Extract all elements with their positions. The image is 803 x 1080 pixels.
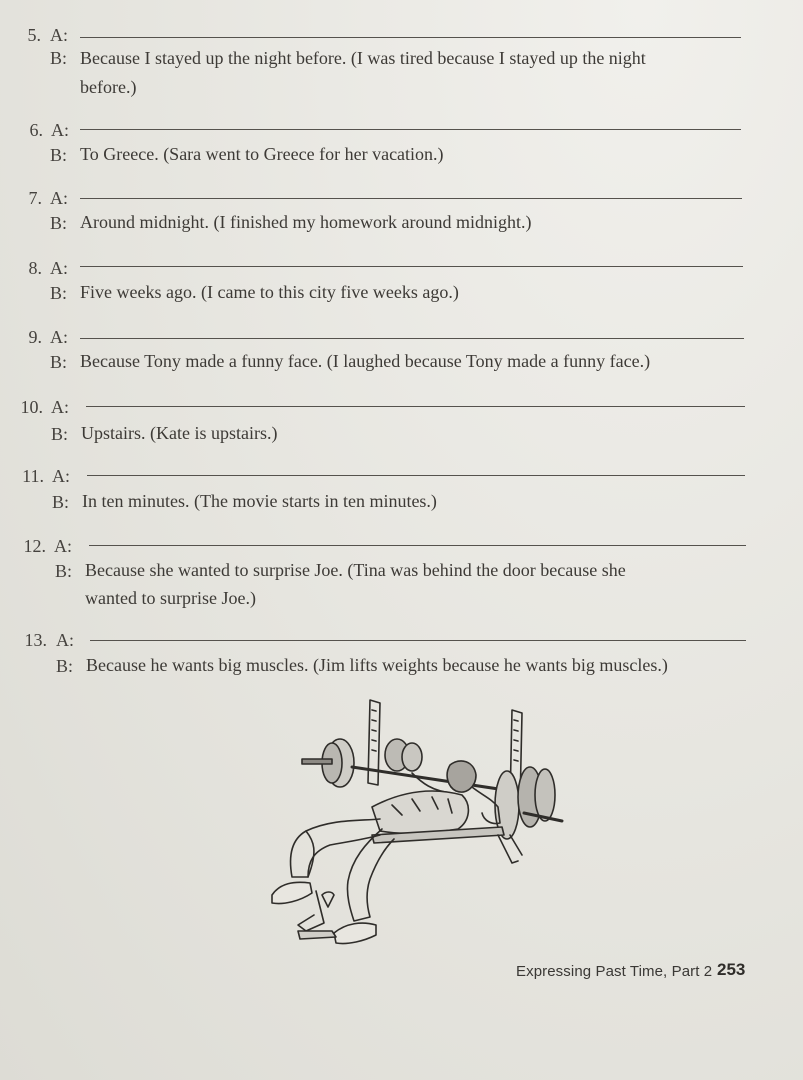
answer-blank-line[interactable]	[89, 545, 746, 546]
answer-b-text-continued: before.)	[80, 77, 137, 97]
answer-b-text: Because Tony made a funny face. (I laughed because Tony made a funny face.)	[80, 351, 651, 371]
answer-b-text: Because he wants big muscles. (Jim lifts weights because he wants big muscles.)	[86, 655, 668, 675]
answer-blank-line[interactable]	[80, 37, 741, 38]
answer-b-text: Because she wanted to surprise Joe. (Tina was behind the door because she	[85, 560, 626, 580]
answer-b-text: Because I stayed up the night before. (I was tired because I stayed up the night	[80, 48, 646, 68]
answer-b-text: Upstairs. (Kate is upstairs.)	[81, 423, 278, 443]
speaker-a-label: A:	[50, 327, 68, 347]
answer-blank-line[interactable]	[80, 129, 741, 130]
answer-b-text: In ten minutes. (The movie starts in ten minutes.)	[82, 491, 437, 511]
answer-blank-line[interactable]	[80, 338, 744, 339]
answer-b-text: Five weeks ago. (I came to this city five weeks ago.)	[80, 282, 459, 302]
speaker-a-label: A:	[51, 397, 69, 417]
speaker-b-label: B:	[52, 492, 70, 512]
answer-b-text-continued: wanted to surprise Joe.)	[85, 588, 256, 608]
speaker-a-label: A:	[51, 120, 69, 140]
item-number: 8.	[28, 258, 42, 278]
answer-blank-line[interactable]	[90, 640, 746, 641]
speaker-a-label: A:	[56, 630, 74, 650]
speaker-b-label: B:	[50, 283, 68, 303]
item-number: 9.	[28, 327, 42, 347]
page-number: 253	[717, 960, 746, 979]
item-number: 11.	[22, 466, 44, 486]
speaker-b-label: B:	[51, 424, 69, 444]
item-number: 7.	[28, 188, 42, 208]
answer-blank-line[interactable]	[86, 406, 745, 407]
speaker-a-label: A:	[50, 258, 68, 278]
speaker-b-label: B:	[50, 352, 68, 372]
item-number: 13.	[24, 630, 47, 650]
speaker-b-label: B:	[55, 561, 73, 581]
item-number: 6.	[29, 120, 43, 140]
item-number: 10.	[20, 397, 43, 417]
speaker-a-label: A:	[50, 188, 68, 208]
item-number: 5.	[27, 25, 41, 45]
weightlifter-bench-press-illustration	[262, 695, 572, 955]
answer-b-text: Around midnight. (I finished my homework around midnight.)	[80, 212, 532, 232]
speaker-b-label: B:	[50, 48, 68, 68]
speaker-a-label: A:	[52, 466, 70, 486]
speaker-a-label: A:	[54, 536, 72, 556]
speaker-b-label: B:	[50, 213, 68, 233]
footer-chapter-title: Expressing Past Time, Part 2	[516, 963, 713, 980]
answer-blank-line[interactable]	[80, 266, 743, 267]
answer-blank-line[interactable]	[80, 198, 742, 199]
answer-b-text: To Greece. (Sara went to Greece for her vacation.)	[80, 144, 444, 164]
answer-blank-line[interactable]	[87, 475, 745, 476]
speaker-a-label: A:	[50, 25, 68, 45]
item-number: 12.	[23, 536, 46, 556]
speaker-b-label: B:	[56, 656, 74, 676]
speaker-b-label: B:	[50, 145, 68, 165]
